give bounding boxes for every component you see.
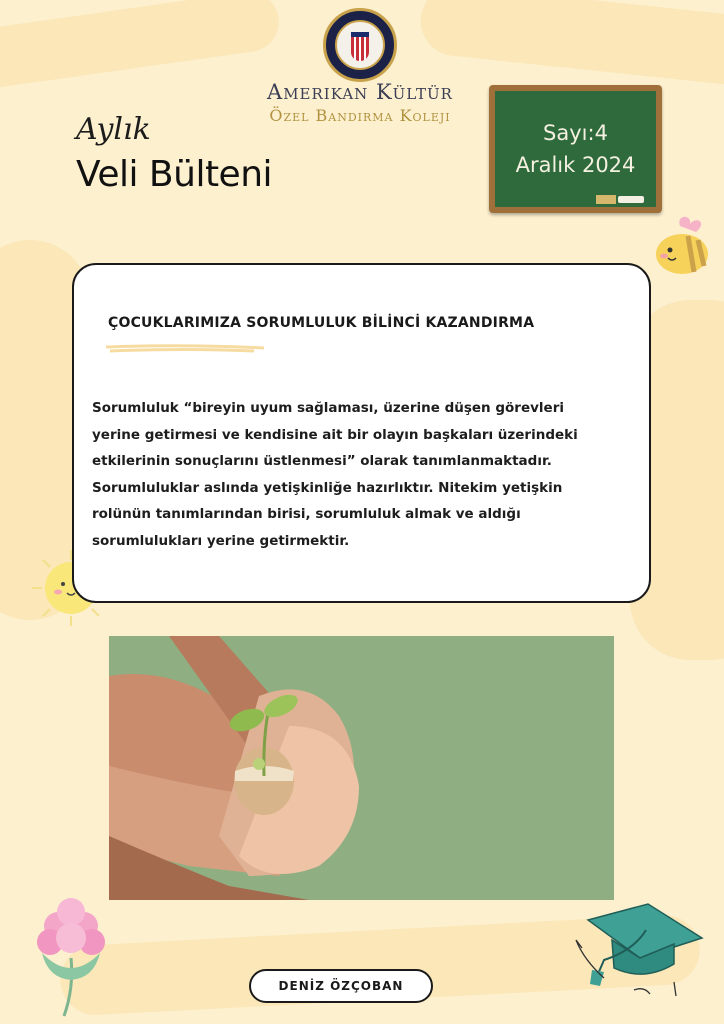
issue-number: Sayı:4 [543,121,608,145]
article-title: ÇOCUKLARIMIZA SORUMLULUK BİLİNCİ KAZANDIRMA [108,315,535,331]
title-underline [104,343,266,353]
school-name-line2: Özel Bandırma Koleji [269,106,451,125]
newsletter-title: Veli Bülteni [76,154,273,195]
hands-seedling-photo [109,636,614,900]
article-paragraph: Sorumluluk “bireyin uyum sağlaması, üzerine düşen görevleri yerine getirmesi ve kendisine ait bir olayın başkaları üzerindeki etkilerinin sonuçlarını üstlenmesi” olarak tanımlanmaktadır. [92,400,578,469]
article-body [92,395,612,554]
article-card [72,263,651,603]
graduation-cap-icon [574,900,706,1010]
eraser-icon [596,195,616,204]
bee-icon [648,214,708,278]
background-stroke [417,0,724,88]
school-name [240,80,480,125]
background-stroke [0,0,283,92]
author-name-pill: DENİZ ÖZÇOBAN [249,969,433,1003]
issue-date: Aralık 2024 [515,153,636,177]
school-name-line1: Amerikan Kültür [267,80,453,104]
flower-icon [30,898,112,1018]
school-logo [323,8,397,82]
issue-chalkboard [489,85,662,213]
article-paragraph: Sorumluluklar aslında yetişkinliğe hazırlıktır. Nitekim yetişkin rolünün tanımlarından birisi, sorumluluk almak ve aldığı sorumlulukları yerine getirmektir. [92,479,563,549]
chalk-icon [618,196,644,203]
newsletter-kicker: Aylık [76,112,151,147]
